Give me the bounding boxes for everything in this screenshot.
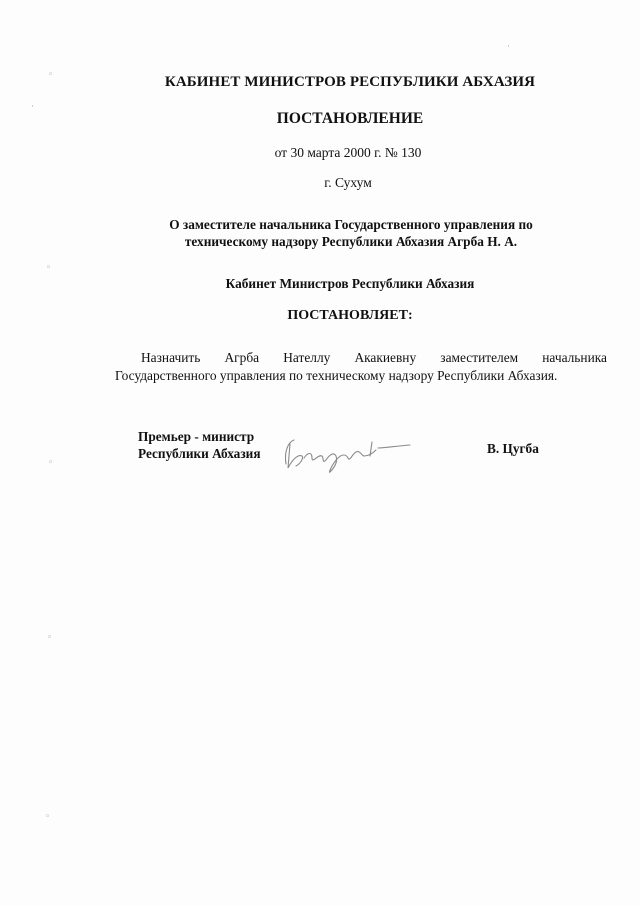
scan-mark: ◦ bbox=[45, 812, 51, 822]
scan-mark: ◦ bbox=[48, 458, 54, 468]
resolution-body: Назначить Агрба Нателлу Акакиевну заместителем начальника Государственного управления по техническому надзору Республики Абхазия. bbox=[115, 350, 607, 383]
scan-mark: ◦ bbox=[47, 633, 53, 643]
scan-mark: · bbox=[507, 42, 510, 52]
scan-mark: · bbox=[31, 102, 34, 112]
subject-line-1: О заместителе начальника Государственного управления по bbox=[169, 217, 533, 232]
signer-name: В. Цугба bbox=[487, 441, 539, 456]
signer-title bbox=[138, 428, 261, 462]
scan-mark: ◦ bbox=[46, 263, 52, 273]
document-city: г. Сухум bbox=[324, 175, 372, 190]
organization-title: КАБИНЕТ МИНИСТРОВ РЕСПУБЛИКИ АБХАЗИЯ bbox=[164, 74, 536, 90]
signer-title-line-1: Премьер - министр bbox=[138, 429, 255, 444]
issuer-line: Кабинет Министров Республики Абхазия bbox=[225, 276, 475, 291]
scan-mark: ◦ bbox=[48, 70, 54, 80]
document-type: ПОСТАНОВЛЕНИЕ bbox=[276, 110, 424, 127]
document-date-number: от 30 марта 2000 г. № 130 bbox=[274, 145, 422, 160]
resolves-heading: ПОСТАНОВЛЯЕТ: bbox=[287, 308, 413, 323]
subject-line-2: техническому надзору Республики Абхазия Агрба Н. А. bbox=[184, 234, 518, 249]
signer-title-line-2: Республики Абхазия bbox=[138, 446, 261, 461]
document-subject bbox=[31, 216, 640, 250]
handwritten-signature bbox=[278, 434, 418, 476]
